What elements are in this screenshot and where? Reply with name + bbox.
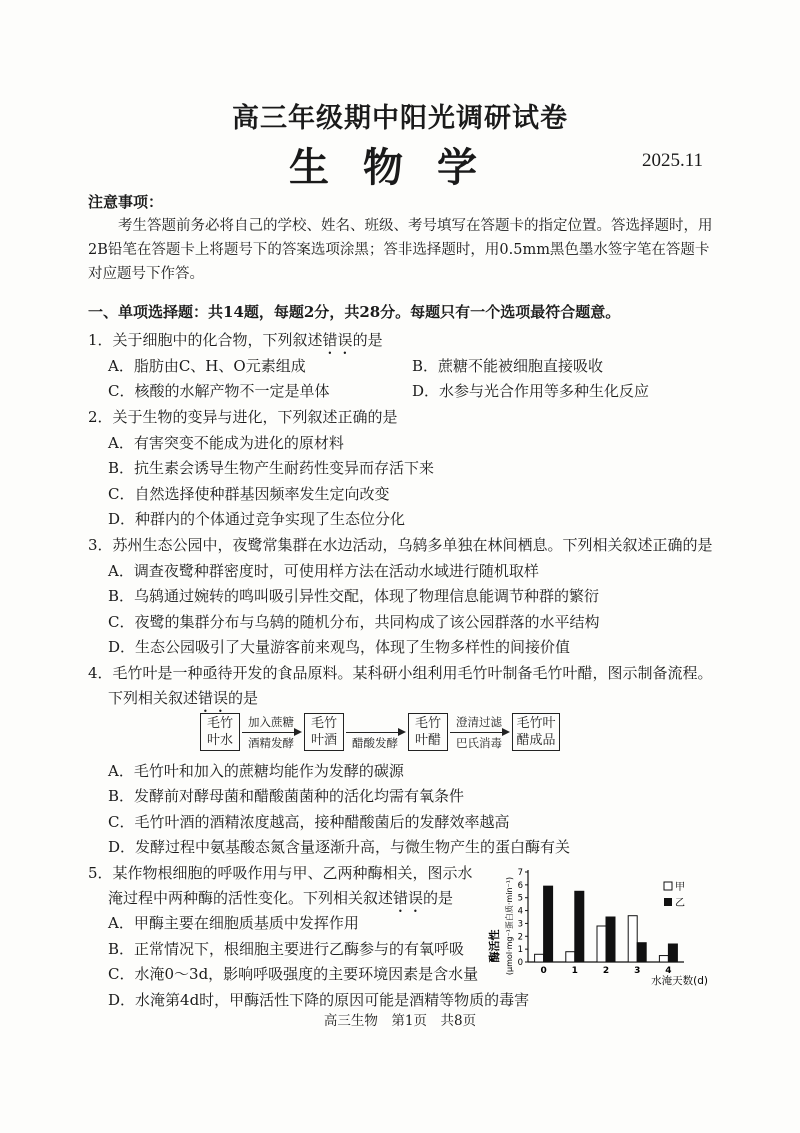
q5-option-a: A．甲酶主要在细胞质基质中发挥作用 xyxy=(108,914,359,932)
q2-option-a: A．有害突变不能成为进化的原材料 xyxy=(108,434,344,452)
flow-step-3-top: 澄清过滤 xyxy=(456,715,502,729)
x-axis-label: 水淹天数(d) xyxy=(651,975,708,987)
legend-swatch-yi xyxy=(664,898,672,906)
q4-option-d: D．发酵过程中氨基酸态氮含量逐渐升高，与微生物产生的蛋白酶有关 xyxy=(108,838,571,856)
y-tick-label: 6 xyxy=(517,880,523,891)
q1-stem: 1．关于细胞中的化合物，下列叙述错误的是 xyxy=(88,331,383,349)
bar-jia-day-4 xyxy=(659,956,668,962)
flow-step-3-bottom: 巴氏消毒 xyxy=(456,736,502,750)
x-tick-label: 3 xyxy=(634,966,641,976)
bar-yi-day-0 xyxy=(544,886,553,962)
q3-option-c: C．夜鹭的集群分布与乌鸫的随机分布，共同构成了该公园群落的水平结构 xyxy=(108,613,600,631)
y-tick-label: 7 xyxy=(517,868,523,878)
flow-diagram xyxy=(200,711,590,753)
bar-yi-day-1 xyxy=(575,891,584,962)
q1-option-a: A．脂肪由C、H、O元素组成 xyxy=(108,357,306,375)
y-axis-unit: (μmol·mg⁻¹蛋白质·min⁻¹) xyxy=(505,876,514,976)
legend-swatch-jia xyxy=(664,882,672,890)
notice-heading: 注意事项： xyxy=(88,193,164,211)
x-tick-label: 2 xyxy=(602,966,610,976)
arrow-icon xyxy=(450,732,508,733)
notice-body: 考生答题前务必将自己的学校、姓名、班级、考号填写在答题卡的指定位置。答选择题时，用2B铅笔在答题卡上将题号下的答案选项涂黑；答非选择题时，用0.5mm黑色墨水签字笔在答题卡对应题号下作答。 xyxy=(88,218,713,282)
y-tick-label: 1 xyxy=(517,945,523,956)
q2-option-d: D．种群内的个体通过竞争实现了生态位分化 xyxy=(108,510,406,528)
legend-label-yi: 乙 xyxy=(675,898,685,909)
y-tick-label: 3 xyxy=(517,919,523,930)
y-tick-label: 5 xyxy=(517,893,523,904)
q3-option-d: D．生态公园吸引了大量游客前来观鸟，体现了生物多样性的间接价值 xyxy=(108,638,571,656)
y-tick-label: 4 xyxy=(517,906,523,917)
q3-option-a: A．调查夜鹭种群密度时，可使用样方法在活动水域进行随机取样 xyxy=(108,562,539,580)
q1-option-b: B．蔗糖不能被细胞直接吸收 xyxy=(412,357,604,375)
section-title: 一、单项选择题：共14题，每题2分，共28分。每题只有一个选项最符合题意。 xyxy=(88,303,621,321)
q5-stem: 5．某作物根细胞的呼吸作用与甲、乙两种酶相关，图示水 xyxy=(88,864,473,882)
subject-title: 生物学 xyxy=(289,144,511,191)
legend-label-jia: 甲 xyxy=(675,882,685,893)
q4-stem: 4．毛竹叶是一种亟待开发的食品原料。某科研小组利用毛竹叶制备毛竹叶醋，图示制备流程。 xyxy=(88,664,713,682)
q4-option-a: A．毛竹叶和加入的蔗糖均能作为发酵的碳源 xyxy=(108,762,404,780)
flow-box-4: 毛竹叶 醋成品 xyxy=(512,713,560,751)
q4-option-c: C．毛竹叶酒的酒精浓度越高，接种醋酸菌后的发酵效率越高 xyxy=(108,813,510,831)
q2-option-c: C．自然选择使种群基因频率发生定向改变 xyxy=(108,485,390,503)
bar-jia-day-1 xyxy=(566,952,575,962)
flow-box-1: 毛竹 叶水 xyxy=(200,713,240,751)
q4-stem-2: 下列相关叙述错误的是 xyxy=(108,689,259,707)
q5-option-d: D．水淹第4d时，甲酶活性下降的原因可能是酒精等物质的毒害 xyxy=(108,991,530,1009)
bar-jia-day-3 xyxy=(628,916,637,962)
flow-step-1-top: 加入蔗糖 xyxy=(248,715,294,729)
flow-box-2: 毛竹 叶酒 xyxy=(304,713,344,751)
q1-option-c: C．核酸的水解产物不一定是单体 xyxy=(108,382,330,400)
q2-stem: 2．关于生物的变异与进化，下列叙述正确的是 xyxy=(88,408,398,426)
bar-yi-day-2 xyxy=(606,917,615,962)
page-footer: 高三生物 第1页 共8页 xyxy=(323,1013,477,1029)
flow-box-3: 毛竹 叶醋 xyxy=(408,713,448,751)
x-tick-label: 1 xyxy=(571,966,578,976)
q5-option-b: B．正常情况下，根细胞主要进行乙酶参与的有氧呼吸 xyxy=(108,940,465,958)
flow-step-2-bottom: 醋酸发酵 xyxy=(352,736,398,750)
exam-title: 高三年级期中阳光调研试卷 xyxy=(232,103,568,134)
exam-date: 2025.11 xyxy=(642,150,704,171)
bar-jia-day-0 xyxy=(535,954,544,962)
y-tick-label: 2 xyxy=(517,932,523,943)
bar-jia-day-2 xyxy=(597,926,606,962)
x-tick-label: 4 xyxy=(665,966,672,976)
y-axis-label: 酶活性 xyxy=(488,929,501,963)
q3-stem: 3．苏州生态公园中，夜鹭常集群在水边活动，乌鸫多单独在林间栖息。下列相关叙述正确的是 xyxy=(88,536,713,554)
q2-option-b: B．抗生素会诱导生物产生耐药性变异而存活下来 xyxy=(108,459,435,477)
q5-stem-2: 淹过程中两种酶的活性变化。下列相关叙述错误的是 xyxy=(108,889,454,907)
y-tick-label: 0 xyxy=(517,958,523,968)
q4-option-b: B．发酵前对酵母菌和醋酸菌菌种的活化均需有氧条件 xyxy=(108,787,465,805)
q5-option-c: C．水淹0～3d，影响呼吸强度的主要环境因素是含水量 xyxy=(108,965,479,983)
enzyme-activity-chart xyxy=(486,856,712,992)
bar-yi-day-4 xyxy=(668,944,677,962)
arrow-icon xyxy=(242,732,300,733)
x-tick-label: 0 xyxy=(540,966,547,976)
bar-yi-day-3 xyxy=(637,943,646,962)
q1-option-d: D．水参与光合作用等多种生化反应 xyxy=(412,382,650,400)
flow-step-1-bottom: 酒精发酵 xyxy=(248,736,294,750)
arrow-icon xyxy=(346,732,404,733)
q3-option-b: B．乌鸫通过婉转的鸣叫吸引异性交配，体现了物理信息能调节种群的繁衍 xyxy=(108,587,600,605)
